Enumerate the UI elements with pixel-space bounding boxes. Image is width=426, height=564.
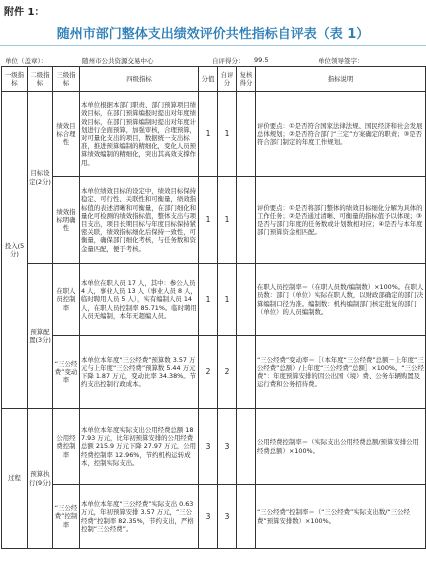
row-review-score bbox=[237, 485, 256, 549]
header-note: 指标说明 bbox=[256, 67, 426, 92]
row-score: 3 bbox=[199, 485, 218, 549]
row-l4: 本单位本年度实际支出公用经费总额 187.93 万元，比年初预算安排的公用经费总额 215.9 万元下降 27.97 万元，公用经费控制率 12.96%，节约机构运转成本，控制实际支出。 bbox=[80, 409, 199, 485]
row-score: 2 bbox=[199, 336, 218, 409]
row-l4: 本单位本年度“三公经费”预算数 3.57 万元与上年度“三公经费”预算数 5.44 万元下降 1.87 万元，变动比率 34.38%。节约支出控制行政成本。 bbox=[80, 336, 199, 409]
row-note: 评价要点：①是否将部门整体的绩效目标细化分解为具体的工作任务；②是否通过清晰、可衡量的指标值予以体现；③是否与部门年度的任务数或计划数相对应；④是否与本年度部门预算资金相匹配。 bbox=[256, 177, 426, 264]
table-row bbox=[2, 336, 426, 409]
row-l3: 绩效目标合理性 bbox=[53, 92, 80, 177]
table-row bbox=[2, 264, 426, 336]
header-level3: 三级指标 bbox=[53, 67, 80, 92]
row-note: 公用经费控制率＝（实际支出公用经费总额/预算安排公用经费总额）×100%。 bbox=[256, 409, 426, 485]
row-self-score: 1 bbox=[218, 177, 237, 264]
row-score: 3 bbox=[199, 409, 218, 485]
group-process: 过程 bbox=[2, 409, 28, 549]
title-divider bbox=[0, 45, 426, 46]
row-l3: “三公经费”变动率 bbox=[53, 336, 80, 409]
page-title: 随州市部门整体支出绩效评价共性指标自评表（表 1） bbox=[56, 27, 370, 42]
row-review-score bbox=[237, 177, 256, 264]
row-self-score: 3 bbox=[218, 485, 237, 549]
header-score: 分值 bbox=[199, 67, 218, 92]
row-l4: 本单位在职人员 17 人，其中：参公人员 4 人，事业人员 13 人（事业人员 8 人，临时聘用人员 5 人），实有编制人员 14 人，在职人员控制率 85.71%。临时聘用人员无编制，本年无超编人员。 bbox=[80, 264, 199, 336]
group-goal-setting: 目标设定(2分) bbox=[28, 92, 53, 264]
row-l3: 在职人员控制率 bbox=[53, 264, 80, 336]
row-review-score bbox=[237, 409, 256, 485]
row-note: “三公经费”变动率＝［（本年度“三公经费”总额－上年度“三公经费”总额）/上年度“三公经费”总额］×100%。“三公经费”：年度预算安排的因公出国（境）费、公务车辆购置及运行费和公务招待费。 bbox=[256, 336, 426, 409]
unit-label: 单位（盖章）： bbox=[5, 57, 48, 65]
row-l3: “三公经费”控制率 bbox=[53, 485, 80, 549]
row-self-score: 1 bbox=[218, 92, 237, 177]
row-l4: 本单位绩效目标的设定中，绩效目标保持稳定、可行性、关联性和可衡量，绩效指标值的表述清晰和可衡量，在部门细化和量化可检测的绩效指标值，整体支出与项目支出，项目长期目标与年度目标保持紧密关联，绩效指标细化后保持一致性，可衡量，确保部门细化考核，与任务数和资金量匹配，便于考核。 bbox=[80, 177, 199, 264]
row-l3: 公用经费控制率 bbox=[53, 409, 80, 485]
row-score: 1 bbox=[199, 264, 218, 336]
group-budget-config: 预算配置(3分) bbox=[28, 264, 53, 409]
table-row bbox=[2, 92, 426, 177]
row-review-score bbox=[237, 92, 256, 177]
row-l4: 本单位本年度“三公经费”实际支出 0.63 万元，年初预算安排 3.57 万元，“三公经费”控制率 82.35%，节约支出，严格控制“三公经费”。 bbox=[80, 485, 199, 549]
row-self-score: 1 bbox=[218, 264, 237, 336]
group-budget-exec: 预算执行(9分) bbox=[28, 409, 53, 549]
table-header-row bbox=[2, 67, 426, 92]
row-self-score: 2 bbox=[218, 336, 237, 409]
table-row bbox=[2, 485, 426, 549]
table-row bbox=[2, 409, 426, 485]
row-note: 在职人员控制率＝（在职人员数/编制数）×100%。在职人员数：部门（单位）实际在职人数，以财政部确定的部门决算编制口径为准。编制数：机构编制部门核定批复的部门（单位）的人员编制数。 bbox=[256, 264, 426, 336]
header-level1: 一级指标 bbox=[2, 67, 28, 92]
indicator-table bbox=[1, 66, 426, 549]
header-level2: 二级指标 bbox=[28, 67, 53, 92]
unit-name: 随州市公共资源交易中心 bbox=[82, 57, 154, 65]
leader-signature-label: 单位领导签字： bbox=[318, 57, 364, 65]
self-score-label: 自评得分： bbox=[212, 57, 245, 65]
row-self-score: 3 bbox=[218, 409, 237, 485]
header-self-score: 自评分 bbox=[218, 67, 237, 92]
group-input: 投入(5分) bbox=[2, 92, 28, 409]
row-score: 1 bbox=[199, 92, 218, 177]
row-score: 1 bbox=[199, 177, 218, 264]
header-level4: 四级指标 bbox=[80, 67, 199, 92]
attachment-label: 附件 1： bbox=[4, 7, 45, 18]
table-row bbox=[2, 177, 426, 264]
row-note: 评价要点：①是否符合国家法律法规、国民经济和社会发展总体规划；②是否符合部门“三定”方案确定的职责；③是否符合部门制定的年度工作规划。 bbox=[256, 92, 426, 177]
row-review-score bbox=[237, 264, 256, 336]
row-l3: 绩效指标明确性 bbox=[53, 177, 80, 264]
self-score-value: 99.5 bbox=[254, 56, 269, 64]
row-note: “三公经费”控制率＝（“三公经费”实际支出数/“三公经费”预算安排数）×100%。 bbox=[256, 485, 426, 549]
row-l4: 本单位根据本部门职责、部门预算项目绩效目标，在部门预算编报时提出对年度绩效目标，在部门预算编制时提出对年度计划进行全面预算，加强审核，合理预算，对可量化支出的项目，数据统一支出标准，推进预算编制的精细化，变化人员预算绩效编制的精细化，突出其高效支撑作用。 bbox=[80, 92, 199, 177]
header-review-score: 复核得分 bbox=[237, 67, 256, 92]
row-review-score bbox=[237, 336, 256, 409]
